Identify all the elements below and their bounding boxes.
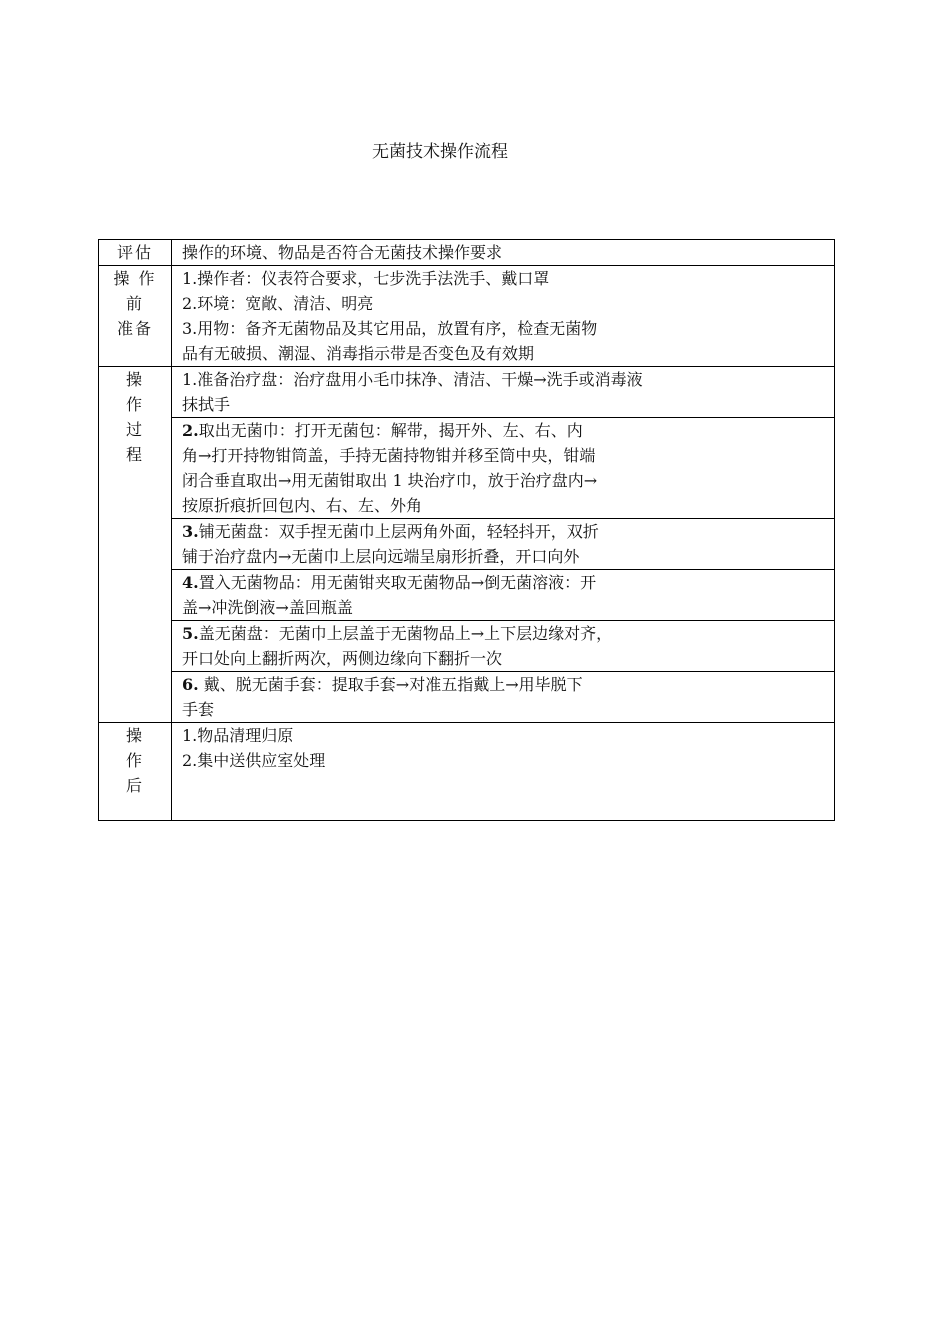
step-text: 准备治疗盘：治疗盘用小毛巾抹净、清洁、干燥→洗手或消毒液: [197, 370, 643, 389]
step-line: [182, 621, 828, 646]
label-line: 操 作: [113, 269, 157, 288]
assess-line: 操作的环境、物品是否符合无菌技术操作要求: [182, 243, 503, 262]
step-number: 2.: [182, 421, 199, 440]
table-row-pre: [99, 266, 835, 367]
label-line: 前: [125, 294, 144, 313]
label-line: 过: [125, 420, 144, 439]
step-line: 抹拭手: [182, 395, 231, 414]
process-step-5: [172, 621, 835, 672]
step-number: 1.: [182, 370, 198, 389]
step-number: 4.: [182, 573, 199, 592]
step-line: 铺于治疗盘内→无菌巾上层向远端呈扇形折叠，开口向外: [182, 547, 580, 566]
row-label-after: [99, 723, 172, 821]
step-text: 盖无菌盘：无菌巾上层盖于无菌物品上→上下层边缘对齐，: [198, 624, 613, 643]
label-line: 作: [125, 395, 144, 414]
table-row-process-6: [99, 672, 835, 723]
table-row-process-2: [99, 418, 835, 519]
step-number: 6.: [182, 675, 199, 694]
table-row-process-1: [99, 367, 835, 418]
label-line: 操: [125, 726, 144, 745]
pre-line: 1.操作者：仪表符合要求，七步洗手法洗手、戴口罩: [182, 269, 550, 288]
step-line: [182, 570, 828, 595]
row-content-after: [172, 723, 835, 821]
pre-line: 2.环境：宽敞、清洁、明亮: [182, 294, 374, 313]
process-step-2: [172, 418, 835, 519]
pre-line: 品有无破损、潮湿、消毒指示带是否变色及有效期: [182, 344, 535, 363]
row-label-process: [99, 367, 172, 723]
label-line: 准备: [116, 319, 153, 338]
row-content-assess: [172, 240, 835, 266]
label-line: 后: [125, 776, 144, 795]
label-line: 操: [125, 370, 144, 389]
step-number: 3.: [182, 522, 199, 541]
label-line: 程: [125, 445, 144, 464]
step-text: 铺无菌盘：双手捏无菌巾上层两角外面，轻轻抖开，双折: [198, 522, 599, 541]
pre-line: 3.用物：备齐无菌物品及其它用品，放置有序，检查无菌物: [182, 319, 598, 338]
after-line: 2.集中送供应室处理: [182, 751, 326, 770]
table-row-process-5: [99, 621, 835, 672]
table-row-process-4: [99, 570, 835, 621]
step-line: 按原折痕折回包内、右、左、外角: [182, 496, 423, 515]
step-line: [182, 367, 828, 392]
step-line: 角→打开持物钳筒盖，手持无菌持物钳并移至筒中央，钳端: [182, 446, 596, 465]
step-line: [182, 519, 828, 544]
process-step-4: [172, 570, 835, 621]
step-line: 闭合垂直取出→用无菌钳取出 1 块治疗巾，放于治疗盘内→: [182, 471, 598, 490]
procedure-table: [98, 239, 835, 821]
step-text: 置入无菌物品：用无菌钳夹取无菌物品→倒无菌溶液：开: [198, 573, 597, 592]
step-line: [182, 418, 828, 443]
after-line: 1.物品清理归原: [182, 726, 294, 745]
step-text: 取出无菌巾：打开无菌包：解带，揭开外、左、右、内: [198, 421, 583, 440]
table-row-process-3: [99, 519, 835, 570]
row-label-assess: 评估: [99, 240, 172, 266]
step-line: 盖→冲洗倒液→盖回瓶盖: [182, 598, 353, 617]
step-line: 开口处向上翻折两次，两侧边缘向下翻折一次: [182, 649, 503, 668]
row-content-pre: [172, 266, 835, 367]
table-row-after: [99, 723, 835, 821]
table-row-assess: [99, 240, 835, 266]
page-title: 无菌技术操作流程: [372, 142, 508, 162]
step-line: [182, 672, 828, 697]
process-step-3: [172, 519, 835, 570]
process-step-1: [172, 367, 835, 418]
step-line: 手套: [182, 700, 215, 719]
label-line: 作: [125, 751, 144, 770]
process-step-6: [172, 672, 835, 723]
step-text: 戴、脱无菌手套：提取手套→对准五指戴上→用毕脱下: [198, 675, 583, 694]
row-label-pre: [99, 266, 172, 367]
step-number: 5.: [182, 624, 199, 643]
